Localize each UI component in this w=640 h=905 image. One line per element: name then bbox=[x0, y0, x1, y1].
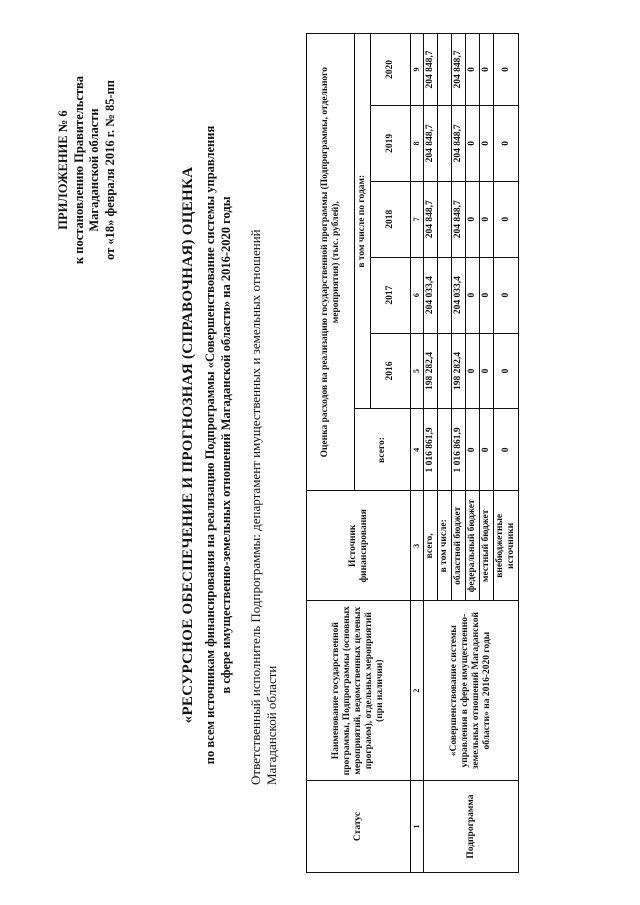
row-2018: 204 848,7 bbox=[424, 181, 438, 257]
row-2019 bbox=[438, 105, 452, 181]
financing-table bbox=[306, 33, 519, 873]
responsible-line: Магаданской области bbox=[264, 665, 279, 785]
column-number: 6 bbox=[411, 257, 424, 333]
row-2020: 204 848,7 bbox=[424, 34, 438, 106]
row-2016: 198 282,4 bbox=[424, 333, 438, 409]
responsible-executor bbox=[248, 185, 280, 785]
document-subtitle bbox=[203, 65, 234, 825]
column-number: 5 bbox=[411, 333, 424, 409]
row-2019: 204 848,7 bbox=[452, 105, 466, 181]
row-2019: 0 bbox=[494, 105, 519, 181]
row-2018: 0 bbox=[480, 181, 494, 257]
row-2017: 0 bbox=[466, 257, 480, 333]
row-2018: 0 bbox=[466, 181, 480, 257]
column-number: 8 bbox=[411, 105, 424, 181]
appendix-block bbox=[56, 40, 118, 300]
header-name: Наименование государственной программы, Подпрограммы (основных мероприятий, ведомственных целевых программ), отдельных мероприятий (при наличии) bbox=[307, 601, 411, 781]
responsible-line: Ответственный исполнитель Подпрограммы: департамент имущественных и земельных отношений bbox=[248, 229, 263, 785]
document-title: «РЕСУРСНОЕ ОБЕСПЕЧЕНИЕ И ПРОГНОЗНАЯ (СПРАВОЧНАЯ) ОЦЕНКА bbox=[180, 166, 196, 724]
row-2017: 0 bbox=[494, 257, 519, 333]
row-2018: 204 848,7 bbox=[452, 181, 466, 257]
column-number: 9 bbox=[411, 34, 424, 106]
row-total bbox=[438, 409, 452, 491]
appendix-number: ПРИЛОЖЕНИЕ № 6 bbox=[56, 110, 70, 230]
row-2019: 204 848,7 bbox=[424, 105, 438, 181]
row-2019: 0 bbox=[480, 105, 494, 181]
row-program-name: «Совершенствование системы управления в сфере имущественно-земельных отношений Магаданской области» на 2016-2020 годы bbox=[424, 601, 519, 781]
row-2016: 0 bbox=[466, 333, 480, 409]
row-2020: 204 848,7 bbox=[452, 34, 466, 106]
row-2017: 0 bbox=[480, 257, 494, 333]
row-2018: 0 bbox=[494, 181, 519, 257]
row-2020: 0 bbox=[466, 34, 480, 106]
subtitle-line: по всем источникам финансирования на реализацию Подпрограммы «Совершенствование системы управления bbox=[203, 125, 217, 765]
row-2020: 0 bbox=[480, 34, 494, 106]
row-source: в том числе: bbox=[438, 491, 452, 601]
row-2017: 204 033,4 bbox=[452, 257, 466, 333]
header-year-2019: 2019 bbox=[371, 105, 411, 181]
row-2016 bbox=[438, 333, 452, 409]
row-total: 0 bbox=[466, 409, 480, 491]
header-status: Статус bbox=[307, 781, 411, 873]
header-total: всего: bbox=[355, 409, 411, 491]
row-2016: 0 bbox=[480, 333, 494, 409]
row-source: внебюджетные источники bbox=[494, 491, 519, 601]
row-2017: 204 033,4 bbox=[424, 257, 438, 333]
row-2020: 0 bbox=[494, 34, 519, 106]
header-year-2020: 2020 bbox=[371, 34, 411, 106]
column-number: 7 bbox=[411, 181, 424, 257]
appendix-line: Магаданской области bbox=[87, 108, 101, 232]
table-row bbox=[424, 34, 438, 873]
header-year-2018: 2018 bbox=[371, 181, 411, 257]
row-2017 bbox=[438, 257, 452, 333]
column-number: 3 bbox=[411, 491, 424, 601]
row-status: Подпрограмма bbox=[424, 781, 519, 873]
row-2016: 0 bbox=[494, 333, 519, 409]
appendix-date: от «18» февраля 2016 г. № 85-пп bbox=[102, 79, 117, 261]
column-number: 4 bbox=[411, 409, 424, 491]
header-year-2016: 2016 bbox=[371, 333, 411, 409]
row-source: местный бюджет bbox=[480, 491, 494, 601]
header-year-2017: 2017 bbox=[371, 257, 411, 333]
header-estimate: Оценка расходов на реализацию государственной программы (Подпрограммы, отдельного мероприятия) (тыс. рублей), bbox=[307, 34, 355, 491]
subtitle-line: в сфере имущественно-земельных отношений Магаданской области» на 2016-2020 годы bbox=[218, 196, 233, 694]
row-total: 1 016 861,9 bbox=[452, 409, 466, 491]
row-source: областной бюджет bbox=[452, 491, 466, 601]
row-2016: 198 282,4 bbox=[452, 333, 466, 409]
row-total: 0 bbox=[480, 409, 494, 491]
row-2018 bbox=[438, 181, 452, 257]
header-by-years: в том числе по годам: bbox=[355, 34, 371, 409]
row-2020 bbox=[438, 34, 452, 106]
header-source: Источник финансирования bbox=[307, 491, 411, 601]
appendix-line: к постановлению Правительства bbox=[71, 75, 86, 265]
row-source: всего, bbox=[424, 491, 438, 601]
row-2019: 0 bbox=[466, 105, 480, 181]
column-number: 1 bbox=[411, 781, 424, 873]
row-total: 1 016 861,9 bbox=[424, 409, 438, 491]
row-source: федеральный бюджет bbox=[466, 491, 480, 601]
column-number: 2 bbox=[411, 601, 424, 781]
column-numbers-row bbox=[411, 34, 424, 873]
row-total: 0 bbox=[494, 409, 519, 491]
